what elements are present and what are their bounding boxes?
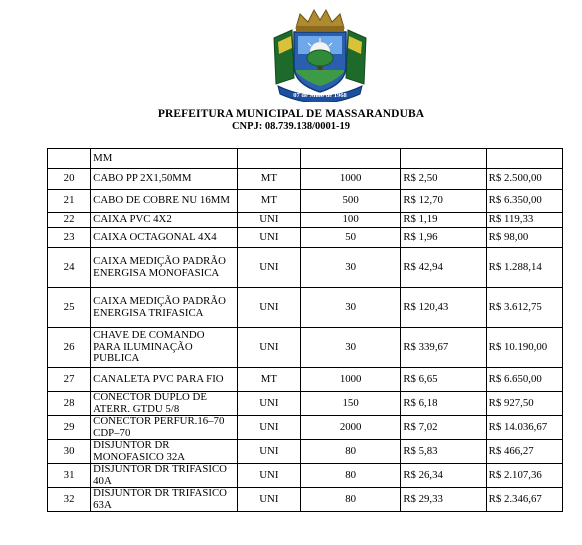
table-row-continuation: [48, 149, 563, 169]
item-number-cell: 22: [48, 213, 91, 228]
description-cell: CHAVE DE COMANDO PARA ILUMINAÇÃO PUBLICA: [91, 328, 238, 368]
table-row: [48, 288, 563, 328]
unit-cell: [237, 149, 300, 169]
unit-cell: UNI: [237, 248, 300, 288]
table-row: [48, 416, 563, 440]
total-cell: R$ 6.650,00: [486, 368, 562, 392]
description-cell: CONECTOR PERFUR.16–70 CDP–70: [91, 416, 238, 440]
item-number-cell: 29: [48, 416, 91, 440]
page-title: PREFEITURA MUNICIPAL DE MASSARANDUBA: [157, 108, 425, 120]
unit-price-cell: R$ 42,94: [401, 248, 486, 288]
total-cell: R$ 2.346,67: [486, 488, 562, 512]
item-number-cell: 20: [48, 169, 91, 190]
description-cell: CAIXA PVC 4X2: [91, 213, 238, 228]
quantity-cell: 30: [300, 248, 400, 288]
unit-price-cell: R$ 29,33: [401, 488, 486, 512]
unit-cell: UNI: [237, 416, 300, 440]
crest-motto: 07 de Maio de 1968: [293, 92, 347, 99]
unit-cell: MT: [237, 169, 300, 190]
table-row: [48, 328, 563, 368]
quantity-cell: 80: [300, 464, 400, 488]
quantity-cell: 30: [300, 328, 400, 368]
unit-price-cell: R$ 5,83: [401, 440, 486, 464]
description-cell: MM: [91, 149, 238, 169]
description-cell: CABO DE COBRE NU 16MM: [91, 190, 238, 213]
municipal-crest-logo: [264, 8, 376, 102]
unit-cell: UNI: [237, 228, 300, 248]
item-number-cell: 23: [48, 228, 91, 248]
table-row: [48, 488, 563, 512]
description-cell: CAIXA MEDIÇÃO PADRÃO ENERGISA TRIFASICA: [91, 288, 238, 328]
quantity-cell: [300, 149, 400, 169]
unit-cell: UNI: [237, 488, 300, 512]
table-row: [48, 368, 563, 392]
description-cell: CAIXA MEDIÇÃO PADRÃO ENERGISA MONOFASICA: [91, 248, 238, 288]
total-cell: R$ 14.036,67: [486, 416, 562, 440]
total-cell: R$ 2.500,00: [486, 169, 562, 190]
unit-price-cell: R$ 1,96: [401, 228, 486, 248]
unit-cell: UNI: [237, 328, 300, 368]
unit-price-cell: R$ 6,65: [401, 368, 486, 392]
unit-price-cell: R$ 6,18: [401, 392, 486, 416]
description-cell: CAIXA OCTAGONAL 4X4: [91, 228, 238, 248]
quantity-cell: 1000: [300, 368, 400, 392]
quantity-cell: 80: [300, 440, 400, 464]
item-number-cell: 30: [48, 440, 91, 464]
table-row: [48, 392, 563, 416]
item-number-cell: 21: [48, 190, 91, 213]
unit-price-cell: R$ 26,34: [401, 464, 486, 488]
quantity-cell: 30: [300, 288, 400, 328]
description-cell: DISJUNTOR DR TRIFASICO 40A: [91, 464, 238, 488]
unit-cell: MT: [237, 368, 300, 392]
unit-price-cell: R$ 120,43: [401, 288, 486, 328]
quantity-cell: 500: [300, 190, 400, 213]
unit-cell: UNI: [237, 440, 300, 464]
total-cell: [486, 149, 562, 169]
items-table: [47, 148, 563, 512]
total-cell: R$ 6.350,00: [486, 190, 562, 213]
description-cell: CABO PP 2X1,50MM: [91, 169, 238, 190]
unit-cell: MT: [237, 190, 300, 213]
description-cell: CANALETA PVC PARA FIO: [91, 368, 238, 392]
table-row: [48, 228, 563, 248]
description-cell: CONECTOR DUPLO DE ATERR. GTDU 5/8: [91, 392, 238, 416]
cnpj-line: CNPJ: 08.739.138/0001-19: [231, 121, 351, 132]
quantity-cell: 100: [300, 213, 400, 228]
total-cell: R$ 119,33: [486, 213, 562, 228]
unit-cell: UNI: [237, 288, 300, 328]
table-row: [48, 213, 563, 228]
item-number-cell: 27: [48, 368, 91, 392]
item-number-cell: 32: [48, 488, 91, 512]
item-number-cell: 24: [48, 248, 91, 288]
unit-price-cell: R$ 12,70: [401, 190, 486, 213]
unit-cell: UNI: [237, 464, 300, 488]
quantity-cell: 80: [300, 488, 400, 512]
unit-price-cell: [401, 149, 486, 169]
item-number-cell: 25: [48, 288, 91, 328]
item-number-cell: [48, 149, 91, 169]
total-cell: R$ 10.190,00: [486, 328, 562, 368]
quantity-cell: 2000: [300, 416, 400, 440]
total-cell: R$ 3.612,75: [486, 288, 562, 328]
table-row: [48, 248, 563, 288]
unit-price-cell: R$ 339,67: [401, 328, 486, 368]
total-cell: R$ 98,00: [486, 228, 562, 248]
quantity-cell: 1000: [300, 169, 400, 190]
unit-price-cell: R$ 1,19: [401, 213, 486, 228]
table-row: [48, 169, 563, 190]
description-cell: DISJUNTOR DR MONOFASICO 32A: [91, 440, 238, 464]
table-row: [48, 464, 563, 488]
item-number-cell: 31: [48, 464, 91, 488]
total-cell: R$ 927,50: [486, 392, 562, 416]
table-row: [48, 440, 563, 464]
item-number-cell: 26: [48, 328, 91, 368]
quantity-cell: 50: [300, 228, 400, 248]
table-row: [48, 190, 563, 213]
unit-price-cell: R$ 7,02: [401, 416, 486, 440]
total-cell: R$ 2.107,36: [486, 464, 562, 488]
description-cell: DISJUNTOR DR TRIFASICO 63A: [91, 488, 238, 512]
total-cell: R$ 466,27: [486, 440, 562, 464]
unit-price-cell: R$ 2,50: [401, 169, 486, 190]
unit-cell: UNI: [237, 213, 300, 228]
unit-cell: UNI: [237, 392, 300, 416]
total-cell: R$ 1.288,14: [486, 248, 562, 288]
quantity-cell: 150: [300, 392, 400, 416]
item-number-cell: 28: [48, 392, 91, 416]
